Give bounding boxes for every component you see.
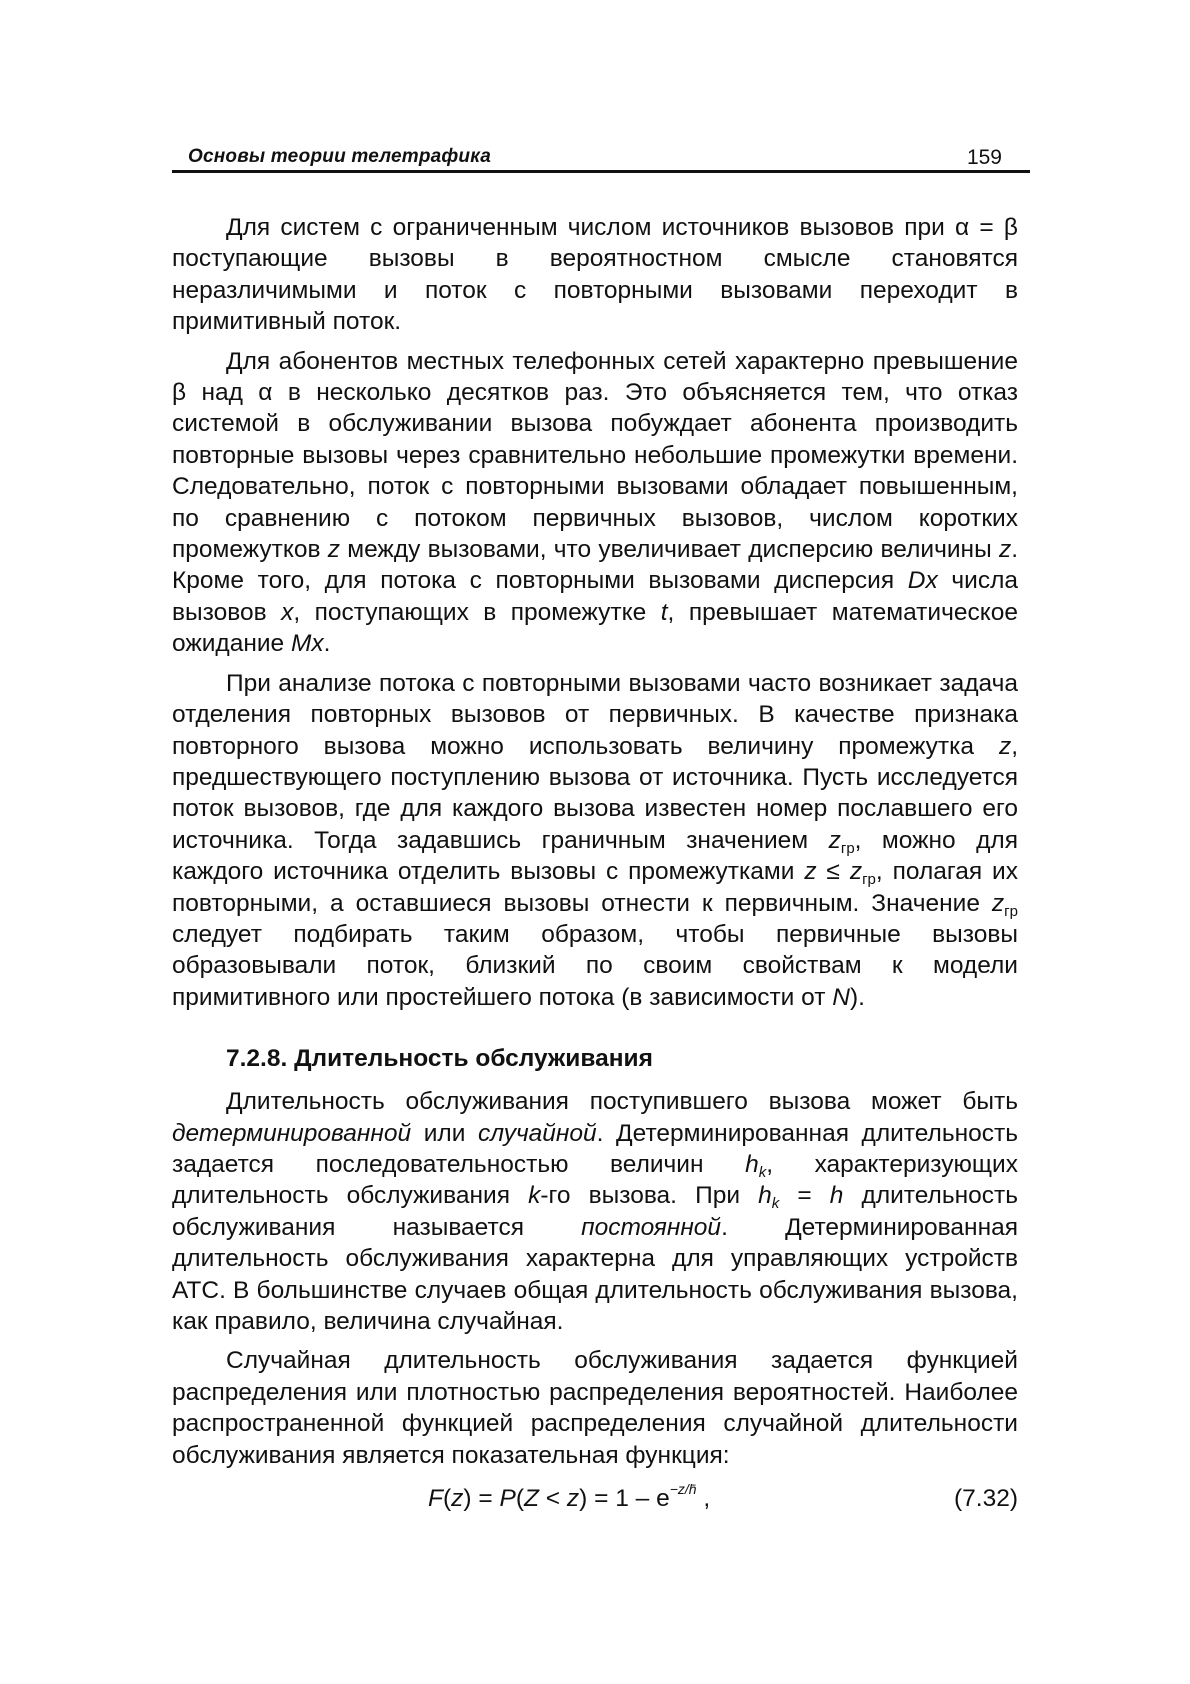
running-title: Основы теории телетрафика <box>188 146 492 167</box>
equation-number: (7.32) <box>953 1485 1018 1513</box>
paragraph-5: Случайная длительность обслуживания задается функцией распределения или плотностью распределения вероятностей. Наиболее распространенной функцией распределения случайной длительности обслуживания является показательная функция: <box>172 1347 1018 1469</box>
paragraph-3: При анализе потока с повторными вызовами часто возникает задача отделения повторных вызовов от первичных. В качестве признака повторного вызова можно использовать величину промежутка z, предшествующего поступлению вызова от источника. Пусть исследуется поток вызовов, где для каждого вызова известен номер пославшего его источника. Тогда задавшись граничным значением $z_{гр}$, можно для каждого источника отделить вызовы с промежутками $z \le z_{гр}$, полагая их повторными, а оставшиеся вызовы отнести к первичным. Значение $z_{гр}$ следует подбирать таким образом, чтобы первичные вызовы образовывали поток, близкий по своим свойствам к модели примитивного или простейшего потока (в зависимости от N). <box>172 669 1018 1011</box>
formula-expression: $F(z) = P(Z < z) = 1 - e^{-z/h̄}$ , <box>428 1481 711 1513</box>
page-body <box>172 212 1018 1519</box>
paragraph-1: Для систем с ограниченным числом источников вызовов при α = β поступающие вызовы в вероятностном смысле становятся неразличимыми и поток с повторными вызовами переходит в примитивный поток. <box>172 214 1018 336</box>
paragraph-2: Для абонентов местных телефонных сетей характерно превышение β над α в несколько десятков раз. Это объясняется тем, что отказ системой в обслуживании вызова побуждает абонента производить повторные вызовы через сравнительно небольшие промежутки времени. Следовательно, поток с повторными вызовами обладает повышенным, по сравнению с потоком первичных вызовов, числом коротких промежутков z между вызовами, что увеличивает дисперсию величины z. Кроме того, для потока с повторными вызовами дисперсия Dx числа вызовов x, поступающих в промежутке t, превышает математическое ожидание Mx. <box>172 347 1019 658</box>
formula-7-32 <box>172 1479 1018 1519</box>
page-number: 159 <box>966 146 1002 169</box>
paragraph-4: Длительность обслуживания поступившего вызова может быть детерминированной или случайной. Детерминированная длительность задается последовательностью величин $h_k$, характеризующих длительность обслуживания k-го вызова. При $h_k = h$ длительность обслуживания называется постоянной. Детерминированная длительность обслуживания характерна для управляющих устройств АТС. В большинстве случаев общая длительность обслуживания вызова, как правило, величина случайная. <box>172 1088 1019 1335</box>
page-header <box>172 140 1030 173</box>
section-heading: 7.2.8. Длительность обслуживания <box>226 1045 653 1073</box>
